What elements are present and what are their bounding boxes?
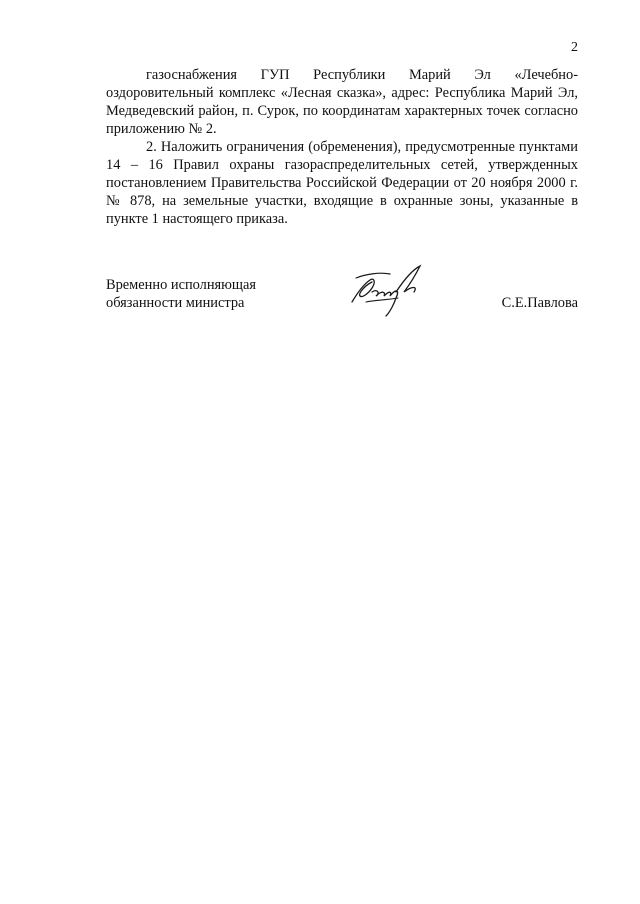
signatory-title-line-1: Временно исполняющая (106, 277, 257, 293)
handwritten-signature (346, 262, 436, 318)
paragraph-continuation: газоснабжения ГУП Республики Марий Эл «Лечебно-оздоровительный комплекс «Лесная сказка», адрес: Республика Марий Эл, Медведевский район, п. Сурок, по координатам характерных точек согласно приложению № 2. (106, 67, 578, 137)
signatory-title-line-2: обязанности министра (106, 295, 245, 311)
paragraph-item-2: 2. Наложить ограничения (обременения), предусмотренные пунктами 14 – 16 Правил охраны газораспределительных сетей, утвержденных постановлением Правительства Российской Федерации от 20 ноября 2000 г. № 878, на земельные участки, входящие в охранные зоны, указанные в пункте 1 настоящего приказа. (106, 139, 578, 227)
signature-block (106, 276, 578, 336)
page-number: 2 (571, 40, 578, 55)
signatory-title (106, 276, 256, 312)
document-body (106, 66, 578, 228)
signatory-name: С.Е.Павлова (501, 295, 578, 311)
